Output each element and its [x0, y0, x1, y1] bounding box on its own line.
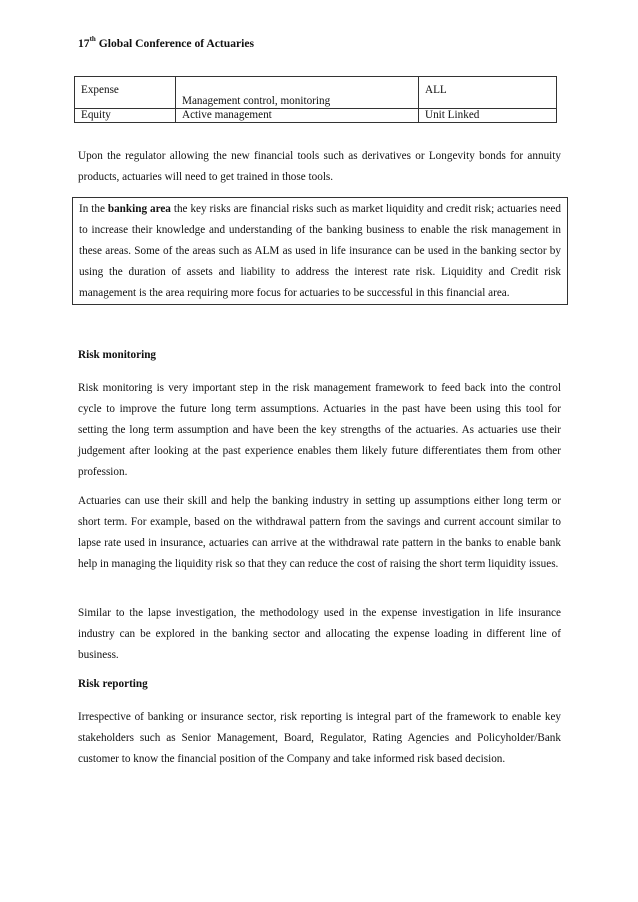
table-cell: Active management: [176, 109, 419, 123]
risk-monitoring-paragraph-3: Similar to the lapse investigation, the methodology used in the expense investigation in life insurance industry can be explored in the banking sector and allocating the expense loading in different line of business.: [78, 607, 561, 661]
conference-ordinal-suffix: th: [89, 35, 96, 43]
table-row: [75, 77, 557, 109]
conference-title: Global Conference of Actuaries: [95, 36, 255, 50]
table-cell: Equity: [75, 109, 176, 123]
conference-number: 17: [78, 36, 90, 50]
table-cell: Expense: [75, 77, 176, 109]
banking-area-box: [72, 197, 568, 305]
banking-box-bold: banking area: [107, 203, 171, 215]
table-cell: ALL: [419, 77, 557, 109]
risk-monitoring-paragraph-1: Risk monitoring is very important step in the risk management framework to feed back into the control cycle to improve the future long term assumptions. Actuaries in the past have been using this tool for setting the long term assumption and have been the key strengths of the actuaries. As actuaries use their judgement after looking at the past experience enables them likely future differentiates them from other profession.: [78, 382, 561, 478]
table-cell: Unit Linked: [419, 109, 557, 123]
risk-monitoring-paragraph-2: Actuaries can use their skill and help the banking industry in setting up assumptions either long term or short term. For example, based on the withdrawal pattern from the savings and current account similar to lapse rate used in insurance, actuaries can arrive at the withdrawal rate pattern in the banks to enable bank help in managing the liquidity risk so that they can reduce the cost of raising the short term liquidity issues.: [78, 495, 561, 570]
table-cell: Management control, monitoring: [176, 77, 419, 109]
page-header: [78, 36, 254, 50]
banking-box-text: the key risks are financial risks such as market liquidity and credit risk; actuaries need to increase their knowledge and understanding of the banking business to enable the risk management in these areas. Some of the areas such as ALM as used in life insurance can be used in the banking sector by using the duration of assets and liability to address the interest rate risk. Liquidity and Credit risk management is the area requiring more focus for actuaries to be successful in this financial area.: [79, 203, 561, 299]
risk-monitoring-heading: Risk monitoring: [78, 349, 157, 361]
risk-table: [74, 76, 557, 123]
table-row: [75, 109, 557, 123]
intro-paragraph: Upon the regulator allowing the new financial tools such as derivatives or Longevity bonds for annuity products, actuaries will need to get trained in those tools.: [78, 150, 561, 183]
banking-box-prefix: In the: [79, 203, 108, 215]
risk-reporting-heading: Risk reporting: [78, 678, 148, 690]
risk-reporting-paragraph-1: Irrespective of banking or insurance sector, risk reporting is integral part of the framework to enable key stakeholders such as Senior Management, Board, Regulator, Rating Agencies and Policyholder/Bank customer to know the financial position of the Company and take informed risk based decision.: [78, 711, 561, 765]
